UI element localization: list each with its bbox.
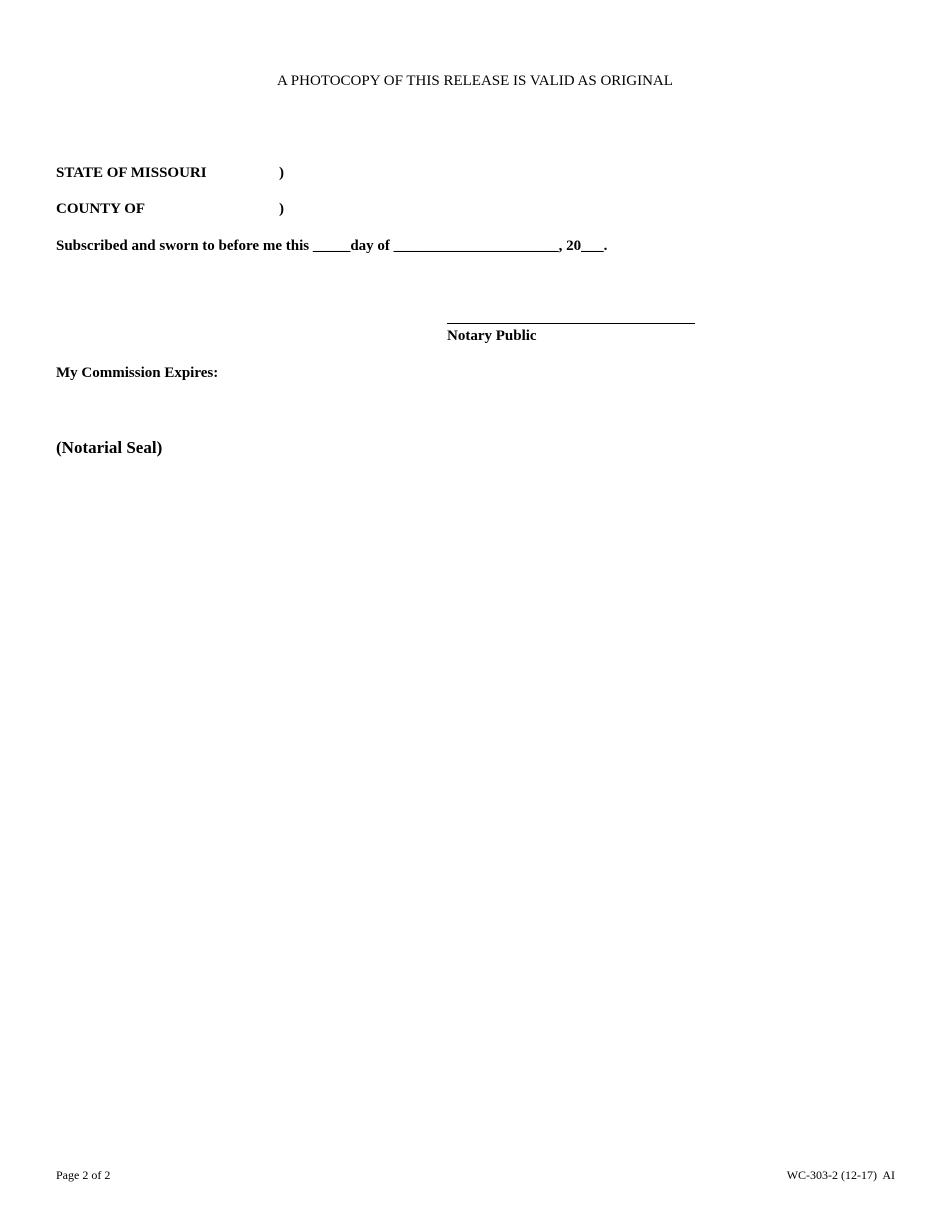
county-paren: )	[279, 201, 284, 217]
sworn-statement: Subscribed and sworn to before me this _____day of ______________________, 20___.	[56, 238, 608, 254]
form-id: WC-303-2 (12-17) AI	[786, 1168, 895, 1182]
state-label: STATE OF MISSOURI	[56, 165, 207, 181]
notary-signature-line	[447, 323, 695, 324]
notary-public-label: Notary Public	[447, 328, 537, 344]
photocopy-notice: A PHOTOCOPY OF THIS RELEASE IS VALID AS ORIGINAL	[277, 73, 673, 89]
page-number: Page 2 of 2	[56, 1168, 111, 1182]
notarial-seal-label: (Notarial Seal)	[56, 438, 163, 457]
county-label: COUNTY OF	[56, 201, 146, 217]
state-paren: )	[279, 165, 284, 181]
commission-expires-label: My Commission Expires:	[56, 365, 219, 381]
